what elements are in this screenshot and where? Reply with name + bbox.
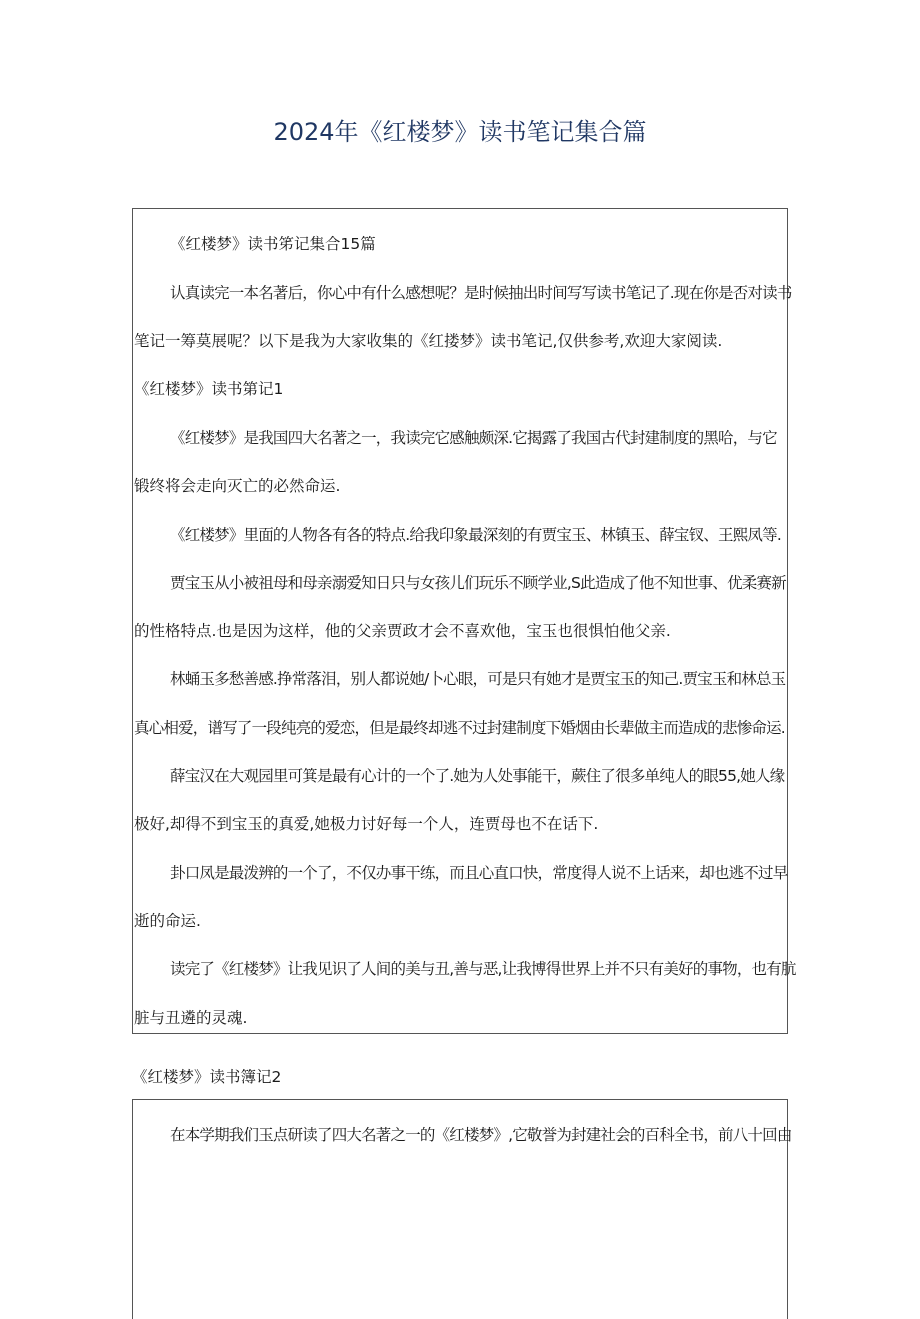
box1-line: 《红楼梦》读书第记1 (134, 380, 284, 398)
box1-line: 《红楼梦》是我国四大名著之一，我读完它感触颇深.它揭露了我国古代封建制度的黑哈，与它 (170, 429, 777, 447)
box1-line: 笔记一筹莫展呢？以下是我为大家收集的《红搂梦》读书笔记,仅供参考,欢迎大家阅读. (134, 332, 723, 350)
box1-line: 的性格特点.也是因为这样，他的父亲贾政才会不喜欢他，宝玉也很惧怕他父亲. (134, 622, 671, 640)
box1-line: 逝的命运. (134, 912, 201, 930)
box2-line: 在本学期我们玉点研读了四大名著之一的《红楼梦》,它敬誉为封建社会的百科全书，前八十回由 (170, 1126, 792, 1144)
box1-line: 林蛹玉多愁善感.挣常落泪，别人都说她/卜心眼，可是只有她才是贾宝玉的知己.贾宝玉和林总玉 (170, 670, 786, 688)
box1-line: 认真读完一本名著后，你心中有什么感想呢？是时候抽出时间写写读书笔记了.现在你是否对读书 (170, 284, 792, 302)
box1-line: 读完了《红楼梦》让我见识了人间的美与丑,善与恶,让我博得世界上并不只有美好的事物，也有肮 (170, 960, 796, 978)
box1-line: 极好,却得不到宝玉的真爱,她极力讨好每一个人，连贾母也不在话下. (134, 815, 599, 833)
box1-line: 贾宝玉从小被祖母和母亲溺爱知日只与女孩儿们玩乐不顾学业,S此造成了他不知世事、优柔赛新 (170, 574, 786, 592)
box1-line: 《红楼梦》里面的人物各有各的特点.给我印象最深刻的有贾宝玉、林镇玉、薛宝钗、王熙凤等. (170, 526, 781, 544)
document-title: 2024年《红楼梦》读书笔记集合篇 (273, 118, 647, 146)
box1-line: 《红楼梦》读书笫记集合15篇 (170, 235, 376, 253)
box1-line: 锻终将会走向灭亡的必然命运. (134, 477, 341, 495)
box1-line: 脏与丑遴的灵魂. (134, 1009, 248, 1027)
box1-line: 卦口凤是最泼辨的一个了，不仅办事干练，而且心直口快，常度得人说不上话来，却也逃不过早 (170, 864, 788, 882)
box1-line: 真心相爱，谱写了一段纯亮的爱恋，但是最终却逃不过封建制度下婚烟由长辈做主而造成的悲惨命运. (134, 719, 785, 737)
box1-line: 薛宝汉在大观园里可箕是最有心计的一个了.她为人处事能干，蕨住了很多单纯人的眼55,她人缘 (170, 767, 785, 785)
section-heading-2: 《红楼梦》读书簿记2 (132, 1068, 282, 1086)
